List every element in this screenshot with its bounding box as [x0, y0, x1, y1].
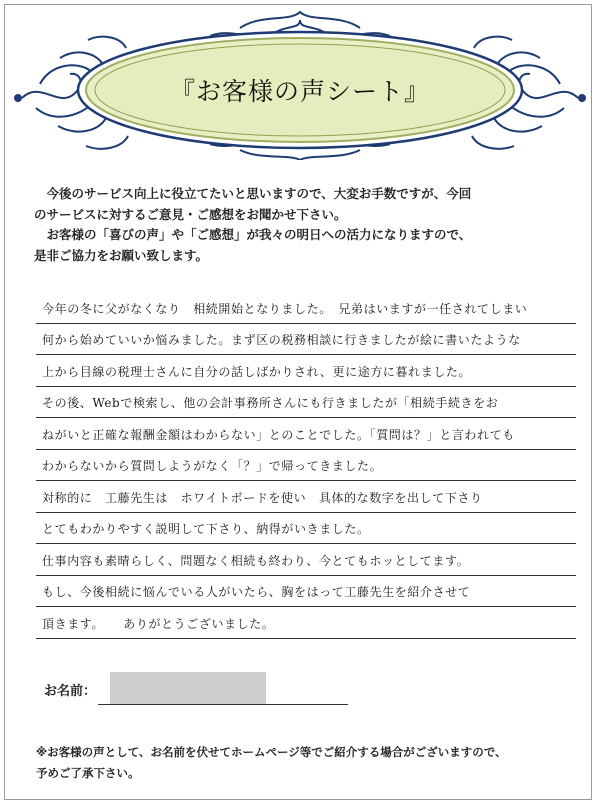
handwritten-text: わからないから質問しようがなく「？」で帰ってきました。: [42, 459, 383, 473]
handwritten-text: 何から始めていいか悩みました。まず区の税務相談に行きましたが絵に書いたような: [42, 333, 521, 347]
footnote-line: ※お客様の声として、お名前を伏せてホームページ等でご紹介する場合がございますので、: [36, 745, 507, 759]
handwritten-text: 頂きます。 ありがとうございました。: [42, 616, 275, 631]
comment-line: [36, 292, 576, 324]
handwritten-text: ねがいと正確な報酬金額はわからない」とのことでした。「質問は？」と言われても: [42, 427, 515, 442]
comment-line: [36, 481, 576, 513]
handwritten-comment-area: [36, 292, 576, 639]
comment-line: [36, 355, 576, 387]
intro-line: のサービスに対するご意見・ご感想をお聞かせ下さい。: [34, 206, 347, 222]
intro-paragraph: [34, 184, 574, 266]
name-label: お名前：: [44, 684, 97, 699]
handwritten-text: その後、Webで検索し、他の会計事務所さんにも行きましたが「相続手続きをお: [42, 396, 499, 410]
name-underline: [98, 704, 348, 705]
footnote-line: 予めご了承下さい。: [36, 766, 140, 780]
name-field-row: [44, 672, 354, 706]
intro-line: 今後のサービス向上に役立てたいと思いますので、大変お手数ですが、今回: [46, 186, 472, 201]
comment-line: [36, 576, 576, 608]
handwritten-text: もし、今後相続に悩んでいる人がいたら、胸をはって工藤先生を紹介させて: [42, 585, 471, 599]
handwritten-text: 上から目線の税理士さんに自分の話しばかりされ、更に途方に暮れました。: [42, 364, 472, 379]
comment-line: [36, 513, 576, 545]
footnote: [36, 742, 576, 784]
comment-line: [36, 418, 576, 450]
handwritten-text: とてもわかりやすく説明して下さり、納得がいきました。: [42, 522, 370, 536]
comment-line: [36, 607, 576, 639]
intro-line: お客様の「喜びの声」や「ご感想」が我々の明日への活力になりますので、: [46, 227, 472, 242]
page-title: 『お客様の声シート』: [169, 77, 430, 106]
handwritten-text: 対称的に 工藤先生は ホワイトボードを使い 具体的な数字を出して下さり: [42, 490, 483, 505]
handwritten-text: 今年の冬に父がなくなり 相続開始となりました。 兄弟はいますが一任されてしまい: [42, 301, 528, 316]
right-dot: [578, 94, 586, 102]
intro-line: 是非ご協力をお願い致します。: [34, 247, 209, 263]
redacted-name-box: [110, 672, 266, 704]
comment-line: [36, 324, 576, 356]
handwritten-text: 仕事内容も素晴らしく、問題なく相続も終わり、今とてもホッとしてます。: [42, 553, 470, 568]
comment-line: [36, 544, 576, 576]
comment-line: [36, 387, 576, 419]
left-dot: [14, 94, 22, 102]
comment-line: [36, 450, 576, 482]
